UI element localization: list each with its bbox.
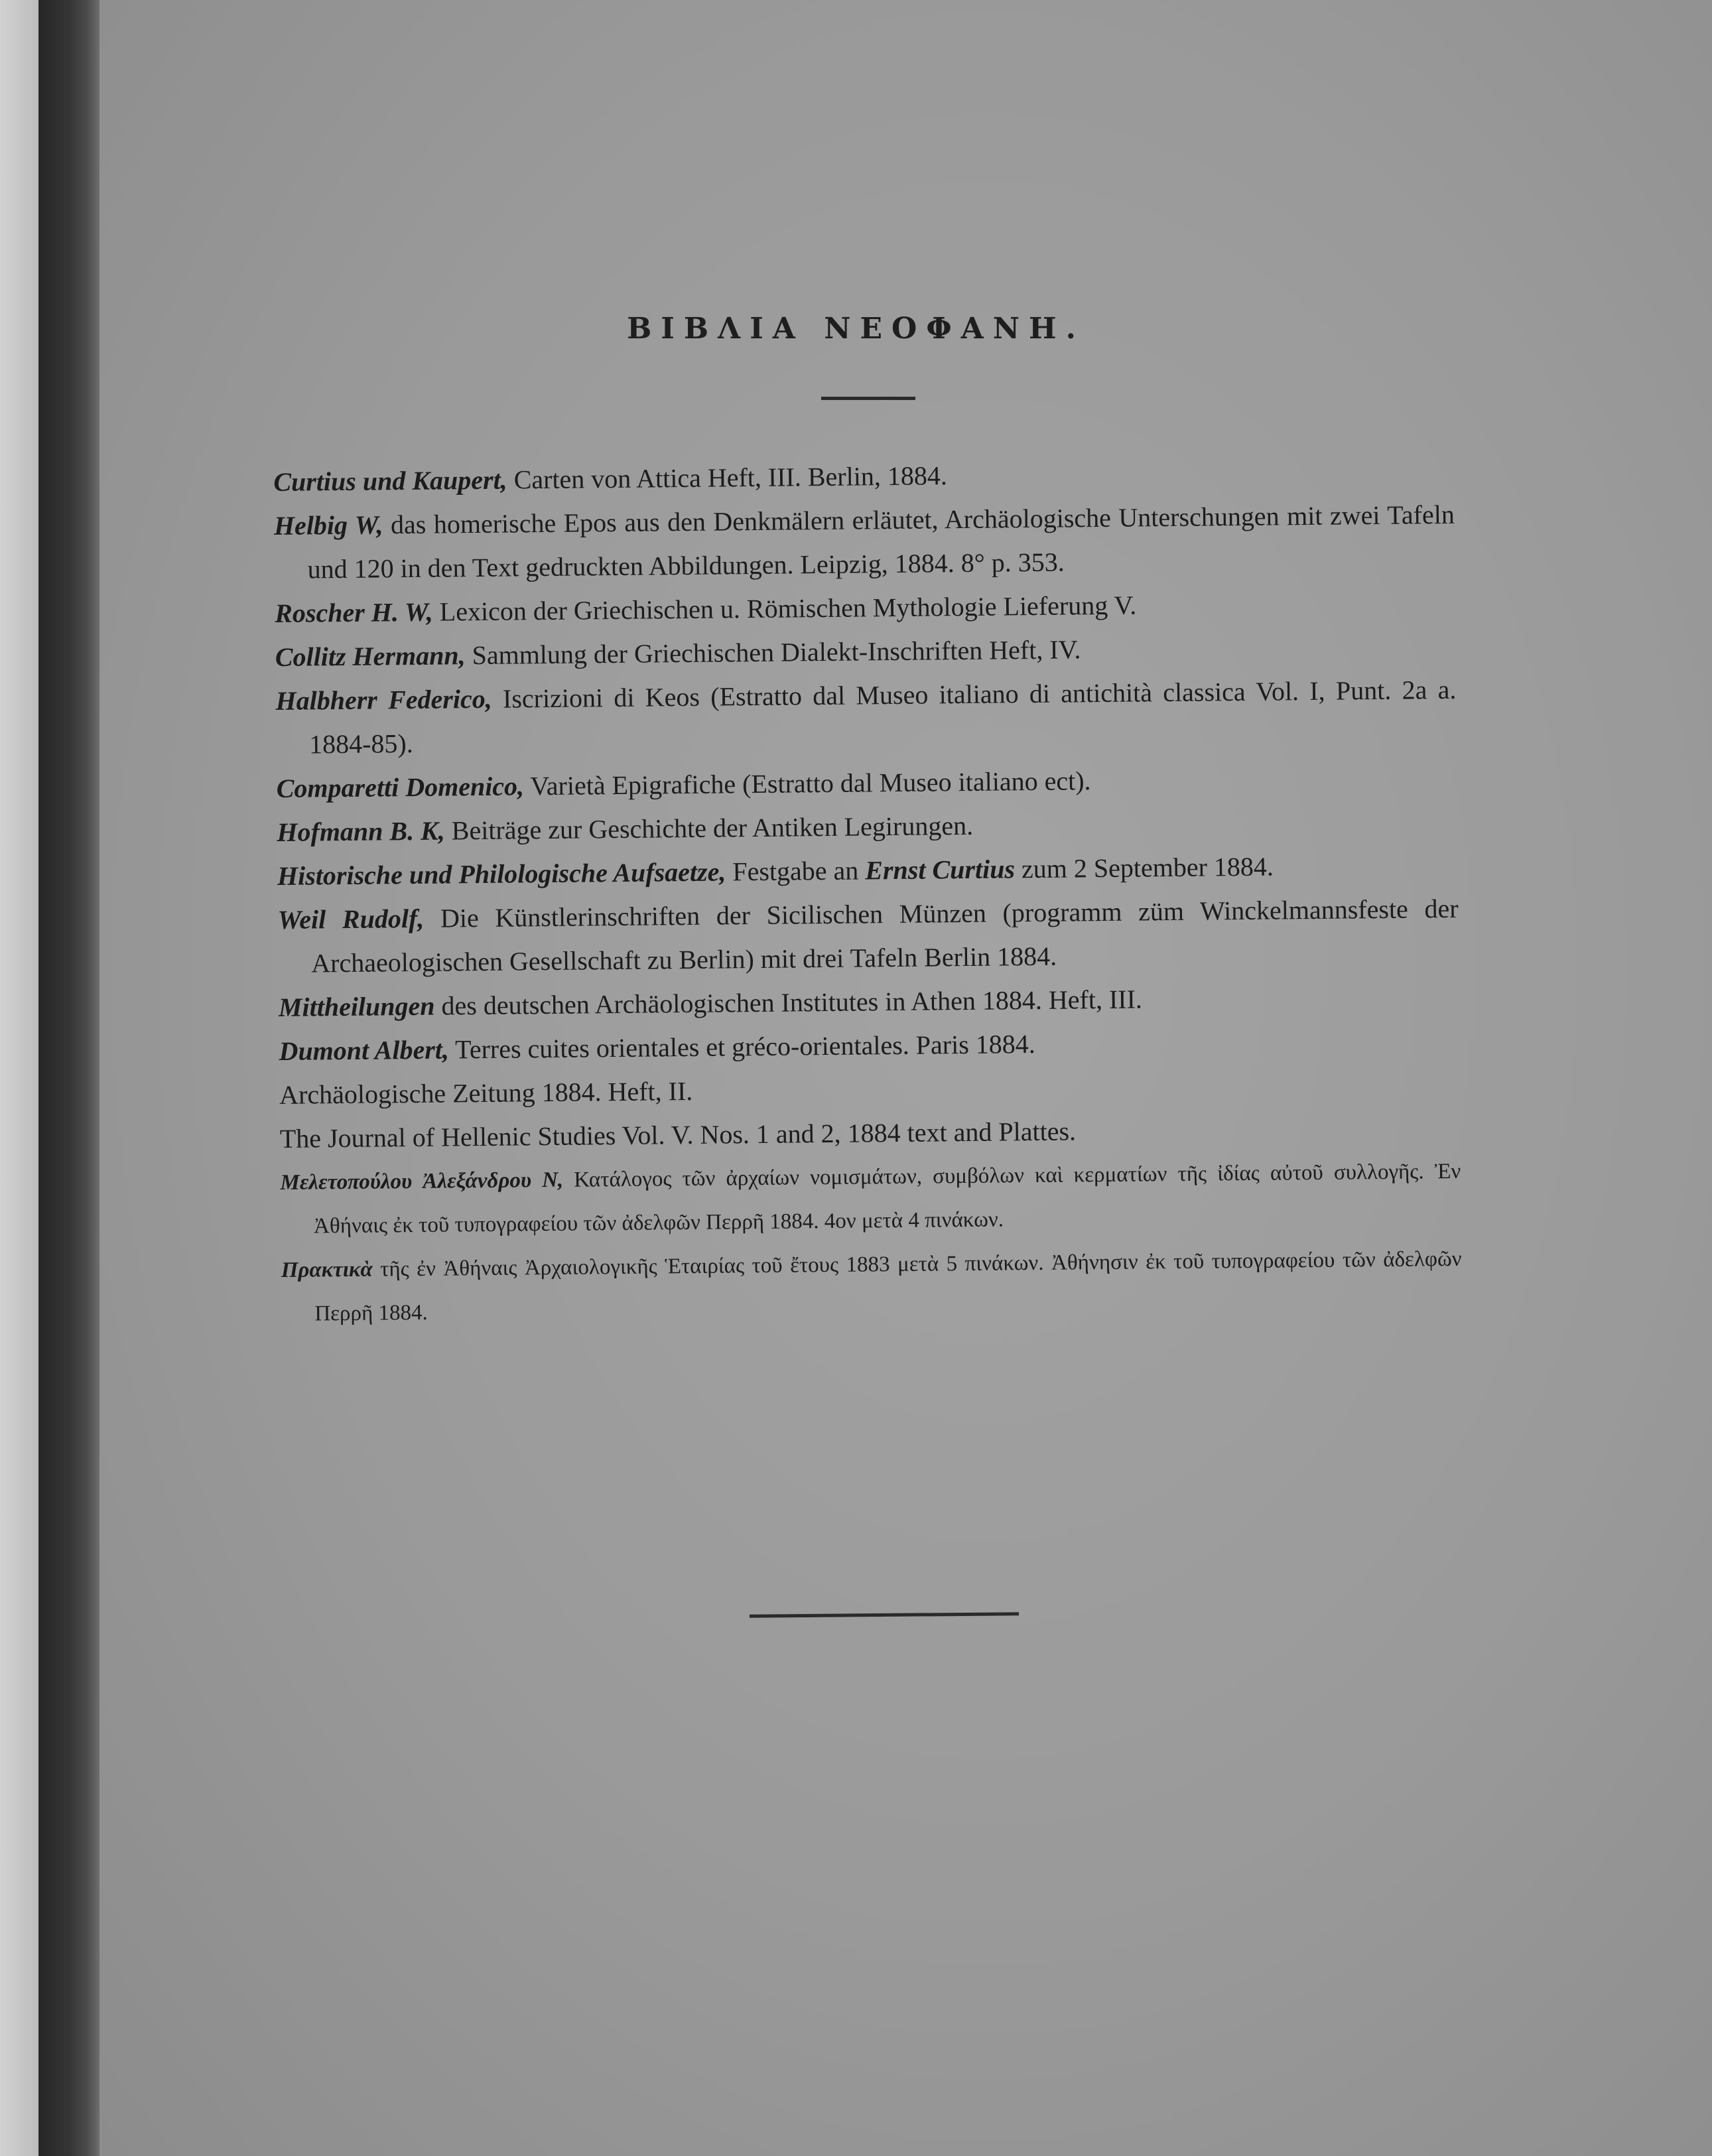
entry-text: Festgabe an: [726, 855, 866, 887]
entry-text: des deutschen Archäologischen Institutes in Athen 1884. Heft, III.: [434, 984, 1143, 1021]
entry-text: Sammlung der Griechischen Dialekt-Inschriften Heft, IV.: [465, 634, 1081, 671]
entry-text: Lexicon der Griechischen u. Römischen Mythologie Lieferung V.: [432, 590, 1137, 627]
entry-text: das homerische Epos aus den Denkmälern erläutet, Archäologische Unterschungen mit zwei Tafeln und 120 in den Text gedruckten Abbildungen. Leipzig, 1884. 8° p. 353.: [307, 499, 1455, 584]
entry-text: Die Künstlerinschriften der Sicilischen Münzen (programm züm Winckelmannsfeste der Archaeologischen Gesellschaft zu Berlin) mit drei Tafeln Berlin 1884.: [311, 893, 1459, 978]
bibliography-entry: [275, 668, 1457, 767]
entry-text: Κατάλογος τῶν ἀρχαίων νομισμάτων, συμβόλων καὶ κερματίων τῆς ἰδίας αὐτοῦ συλλογῆς. Ἐν Ἀθήναις ἐκ τοῦ τυπογραφείου τῶν ἀδελφῶν Περρῆ 1884. 4ον μετὰ 4 πινάκων.: [313, 1159, 1461, 1239]
entry-author: Dumont Albert,: [279, 1034, 450, 1066]
entry-text: Iscrizioni di Keos (Estratto dal Museo italiano di antichità classica Vol. I, Punt. 2a a. 1884-85).: [308, 674, 1457, 760]
entry-author: Curtius und Kaupert,: [273, 464, 507, 497]
page-title: ΒΙΒΛΙΑ ΝΕΟΦΑΝΗ.: [627, 312, 1085, 346]
entry-author: Helbig W,: [273, 509, 383, 541]
entry-author: Πρακτικὰ: [281, 1257, 373, 1282]
entry-text: Carten von Attica Heft, III. Berlin, 1884.: [507, 460, 948, 495]
entry-author: Historische und Philologische Aufsaetze,: [277, 856, 726, 891]
entry-text: Archäologische Zeitung 1884. Heft, II.: [279, 1075, 693, 1110]
entry-author: Halbherr Federico,: [275, 683, 492, 716]
bibliography-list: [273, 449, 1463, 1336]
title-rule: [821, 397, 915, 400]
bibliography-entry: [274, 493, 1455, 592]
entry-author: Roscher H. W,: [274, 596, 433, 628]
bibliography-entry-greek: [281, 1237, 1462, 1336]
entry-text: The Journal of Hellenic Studies Vol. V. Nos. 1 and 2, 1884 text and Plattes.: [279, 1116, 1077, 1154]
entry-author: Μελετοπούλου Ἀλεξάνδρου Ν,: [280, 1168, 564, 1195]
entry-text: Beiträge zur Geschichte der Antiken Legirungen.: [444, 810, 974, 846]
entry-author: Collitz Hermann,: [275, 640, 466, 672]
entry-text: Varietà Epigrafiche (Estratto dal Museo italiano ect).: [523, 766, 1091, 801]
entry-text: τῆς ἐν Ἀθήναις Ἀρχαιολογικῆς Ἑταιρίας τοῦ ἔτους 1883 μετὰ 5 πινάκων. Ἀθήνησιν ἐκ τοῦ τυπογραφείου τῶν ἀδελφῶν Περρῆ 1884.: [314, 1246, 1462, 1326]
entry-author: Comparetti Domenico,: [276, 771, 525, 803]
bibliography-entry: [277, 887, 1459, 986]
entry-text-continued: zum 2 September 1884.: [1014, 851, 1274, 884]
entry-author: Mittheilungen: [278, 990, 435, 1022]
entry-author-secondary: Ernst Curtius: [865, 854, 1016, 886]
entry-text: Terres cuites orientales et gréco-orientales. Paris 1884.: [448, 1029, 1036, 1065]
entry-author: Weil Rudolf,: [277, 903, 425, 935]
entry-author: Hofmann B. K,: [277, 815, 445, 847]
bibliography-entry-greek: [280, 1150, 1461, 1248]
